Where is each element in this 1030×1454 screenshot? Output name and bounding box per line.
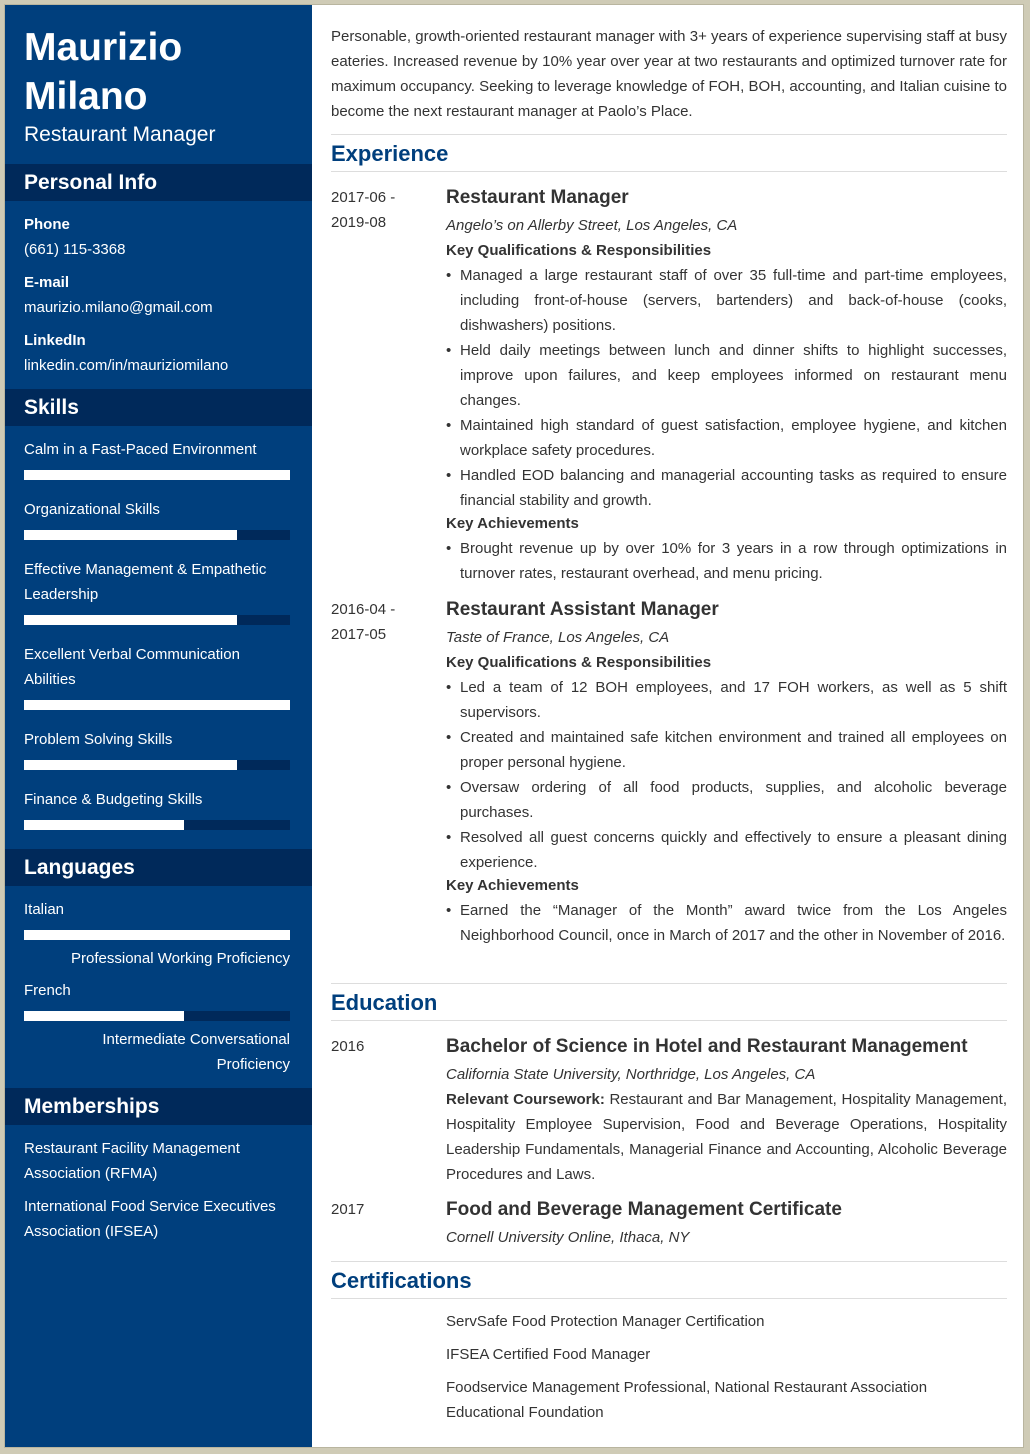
divider bbox=[331, 983, 1007, 984]
skill-level-fill bbox=[24, 760, 237, 770]
skill-level-fill bbox=[24, 615, 237, 625]
language-level-fill bbox=[24, 1011, 184, 1021]
job-date-end: 2019-08 bbox=[331, 214, 387, 231]
certifications-heading: Certifications bbox=[331, 1268, 472, 1293]
achievements-list bbox=[446, 536, 1007, 586]
achievements-heading: Key Achievements bbox=[446, 515, 579, 532]
achievements-heading: Key Achievements bbox=[446, 877, 579, 894]
language-level-bar bbox=[24, 1011, 290, 1021]
coursework-list: Restaurant and Bar Management, Hospitality Management, Hospitality Employee Supervision, Food and Beverage Operations, Hospitality Leadership Fundamentals, Managerial Finance and Accounting, Alcoholic Beverage Procedures and Laws. bbox=[446, 1091, 1007, 1183]
divider bbox=[331, 1298, 1007, 1299]
skill-level-fill bbox=[24, 700, 290, 710]
skill-label: Excellent Verbal Communication Abilities bbox=[24, 646, 240, 688]
skill-level-bar bbox=[24, 470, 290, 480]
email-label: E-mail bbox=[24, 274, 70, 291]
certification-item: Foodservice Management Professional, National Restaurant Association Educational Foundation bbox=[446, 1379, 928, 1421]
list-item: • Brought revenue up by over 10% for 3 years in a row through optimizations in turnover rates, restaurant overhead, and menu pricing. bbox=[446, 536, 1007, 586]
phone-label: Phone bbox=[24, 216, 70, 233]
list-item: • Held daily meetings between lunch and dinner shifts to highlight successes, improve upon failures, and keep employees informed on restaurant menu changes. bbox=[446, 338, 1007, 413]
email-value: maurizio.milano@gmail.com bbox=[24, 299, 213, 316]
degree-title: Bachelor of Science in Hotel and Restaurant Management bbox=[446, 1036, 968, 1057]
job-employer: Angelo’s on Allerby Street, Los Angeles, CA bbox=[446, 217, 738, 234]
skill-level-bar bbox=[24, 820, 290, 830]
job-title: Restaurant Manager bbox=[446, 187, 629, 208]
education-year: 2017 bbox=[331, 1201, 365, 1218]
main-content bbox=[331, 5, 1007, 1447]
skill-level-fill bbox=[24, 530, 237, 540]
sidebar bbox=[5, 5, 312, 1447]
divider bbox=[331, 134, 1007, 135]
job-date-start: 2017-06 - bbox=[331, 189, 396, 206]
experience-heading: Experience bbox=[331, 141, 449, 166]
job-dates bbox=[331, 597, 441, 647]
language-level-fill bbox=[24, 930, 290, 940]
language-name: Italian bbox=[24, 901, 65, 918]
certification-item: IFSEA Certified Food Manager bbox=[446, 1346, 651, 1363]
school-name: California State University, Northridge, Los Angeles, CA bbox=[446, 1066, 816, 1083]
responsibilities-list bbox=[446, 675, 1007, 875]
linkedin-label: LinkedIn bbox=[24, 332, 86, 349]
list-item: • Led a team of 12 BOH employees, and 17 FOH workers, as well as 5 shift supervisors. bbox=[446, 675, 1007, 725]
membership-item: Restaurant Facility Management Association (RFMA) bbox=[24, 1140, 240, 1182]
job-title: Restaurant Assistant Manager bbox=[446, 599, 719, 620]
language-proficiency: Professional Working Proficiency bbox=[71, 950, 290, 967]
phone-value: (661) 115-3368 bbox=[24, 241, 126, 258]
language-name: French bbox=[24, 982, 71, 999]
list-item: • Maintained high standard of guest satisfaction, employee hygiene, and kitchen workplace safety procedures. bbox=[446, 413, 1007, 463]
job-date-end: 2017-05 bbox=[331, 626, 387, 643]
divider bbox=[331, 171, 1007, 172]
coursework-label: Relevant Coursework: bbox=[446, 1091, 605, 1108]
skill-label: Calm in a Fast-Paced Environment bbox=[24, 441, 257, 458]
language-proficiency: Intermediate Conversational Proficiency bbox=[102, 1031, 290, 1073]
list-item: • Managed a large restaurant staff of over 35 full-time and part-time employees, including front-of-house (servers, bartenders) and back-of-house (cooks, dishwashers) positions. bbox=[446, 263, 1007, 338]
skill-label: Finance & Budgeting Skills bbox=[24, 791, 203, 808]
skill-label: Effective Management & Empathetic Leadership bbox=[24, 561, 267, 603]
responsibilities-list bbox=[446, 263, 1007, 513]
personal-info-heading: Personal Info bbox=[5, 164, 312, 201]
job-title: Restaurant Manager bbox=[24, 123, 216, 146]
responsibilities-heading: Key Qualifications & Responsibilities bbox=[446, 242, 712, 259]
divider bbox=[331, 1020, 1007, 1021]
degree-title: Food and Beverage Management Certificate bbox=[446, 1199, 842, 1220]
skill-label: Problem Solving Skills bbox=[24, 731, 173, 748]
skill-label: Organizational Skills bbox=[24, 501, 160, 518]
linkedin-value: linkedin.com/in/mauriziomilano bbox=[24, 357, 229, 374]
language-level-bar bbox=[24, 930, 290, 940]
list-item: • Oversaw ordering of all food products, supplies, and alcoholic beverage purchases. bbox=[446, 775, 1007, 825]
coursework bbox=[446, 1087, 1007, 1187]
school-name: Cornell University Online, Ithaca, NY bbox=[446, 1229, 690, 1246]
certification-item: ServSafe Food Protection Manager Certification bbox=[446, 1313, 765, 1330]
list-item: • Resolved all guest concerns quickly and effectively to ensure a pleasant dining experience. bbox=[446, 825, 1007, 875]
responsibilities-heading: Key Qualifications & Responsibilities bbox=[446, 654, 712, 671]
first-name: Maurizio bbox=[24, 26, 183, 69]
skill-level-bar bbox=[24, 530, 290, 540]
achievements-list bbox=[446, 898, 1007, 948]
divider bbox=[331, 1261, 1007, 1262]
languages-heading: Languages bbox=[5, 849, 312, 886]
skill-level-fill bbox=[24, 470, 290, 480]
skills-heading: Skills bbox=[5, 389, 312, 426]
last-name: Milano bbox=[24, 75, 148, 118]
skill-level-fill bbox=[24, 820, 184, 830]
profile-summary: Personable, growth-oriented restaurant manager with 3+ years of experience supervising staff at busy eateries. Increased revenue by 10% year over year at two restaurants and optimized turnover rate for maximum occupancy. Seeking to leverage knowledge of FOH, BOH, accounting, and Italian cuisine to become the next restaurant manager at Paolo’s Place. bbox=[331, 28, 1007, 120]
list-item: • Earned the “Manager of the Month” award twice from the Los Angeles Neighborhood Council, once in March of 2017 and the other in November of 2016. bbox=[446, 898, 1007, 948]
list-item: • Handled EOD balancing and managerial accounting tasks as required to ensure financial stability and growth. bbox=[446, 463, 1007, 513]
memberships-heading: Memberships bbox=[5, 1088, 312, 1125]
job-date-start: 2016-04 - bbox=[331, 601, 396, 618]
list-item: • Created and maintained safe kitchen environment and trained all employees on proper personal hygiene. bbox=[446, 725, 1007, 775]
candidate-name bbox=[24, 23, 182, 121]
skill-level-bar bbox=[24, 760, 290, 770]
skill-level-bar bbox=[24, 700, 290, 710]
job-dates bbox=[331, 185, 441, 235]
education-year: 2016 bbox=[331, 1038, 365, 1055]
job-employer: Taste of France, Los Angeles, CA bbox=[446, 629, 670, 646]
resume-page bbox=[4, 4, 1024, 1448]
education-heading: Education bbox=[331, 990, 438, 1015]
membership-item: International Food Service Executives Association (IFSEA) bbox=[24, 1198, 276, 1240]
skill-level-bar bbox=[24, 615, 290, 625]
